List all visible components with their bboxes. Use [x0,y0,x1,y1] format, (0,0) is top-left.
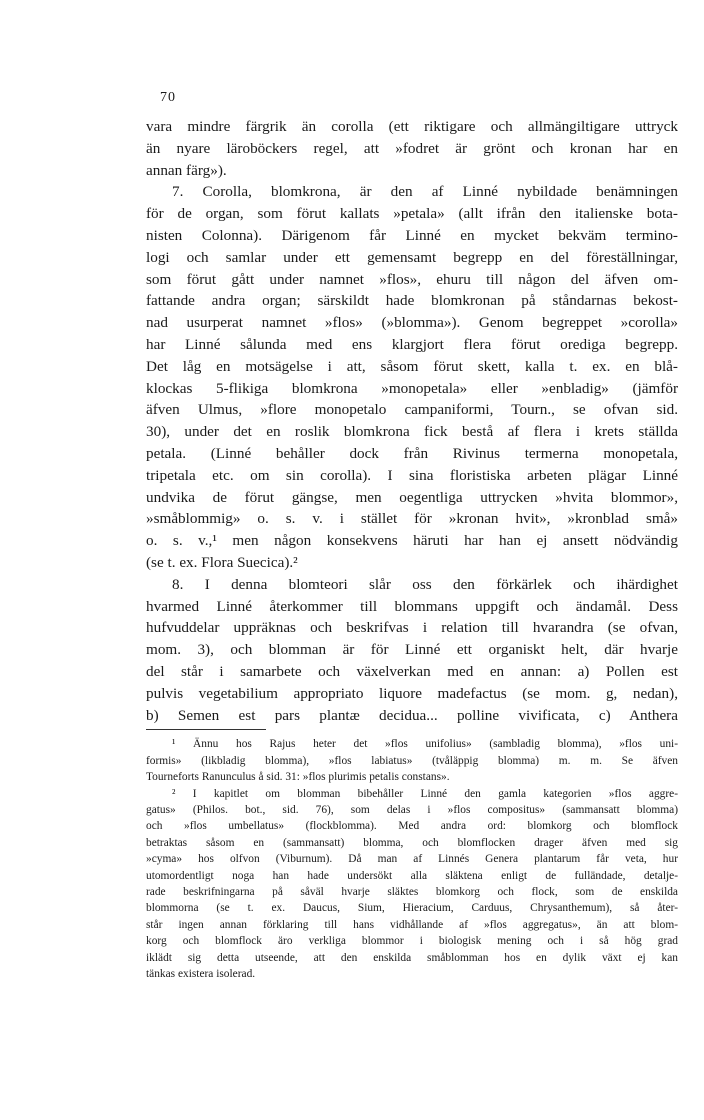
body-line: pulvis vegetabilium appropriato liquore madefactus (se mom. g, nedan), [146,684,678,702]
body-line: som förut gått under namnet »flos», ehuru till någon del äfven om- [146,270,678,288]
body-line: nisten Colonna). Därigenom får Linné en mycket bekväm termino- [146,226,678,244]
body-line: 30), under det en roslik blomkrona fick bestå af flera i krets ställda [146,423,678,441]
body-line: än nyare läroböckers regel, att »fodret är grönt och kronan har en [146,139,678,157]
footnote-line: står ingen annan förklaring till hans vidhållande af »flos aggregatus», än att blom- [146,918,678,931]
body-line: b) Semen est pars plantæ decidua... polline vivificata, c) Anthera [146,706,678,724]
footnote-line: korg och blomflock äro verkliga blommor i biologisk mening och i så hög grad [146,935,678,948]
body-line: vara mindre färgrik än corolla (ett riktigare och allmängiltigare uttryck [146,118,678,135]
body-line: (se t. ex. Flora Suecica).² [146,553,298,571]
text-column [146,116,678,982]
footnote-line: iklädt sig detta utseende, att den enskilda småblomman hos en dylik växt ej kan [146,951,678,964]
footnote-line: formis» (likbladig blomma), »flos labiatus» (tvåläppig blomma) m. m. Se äfven [146,754,678,767]
body-line: del står i samarbete och växelverkan med en annan: a) Pollen est [146,662,678,680]
footnote-rule [146,729,266,730]
footnote-line: ¹ Ännu hos Rajus heter det »flos unifolius» (sambladig blomma), »flos uni- [172,738,678,751]
footnote-line: blommorna (se t. ex. Daucus, Sium, Hieracium, Carduus, Chrysanthemum), så åter- [146,902,678,915]
footnote-line: rade beskrifningarna på såväl hvarje släktes blomkorg och flock, som de enskilda [146,885,678,898]
body-line: hvarmed Linné återkommer till blommans uppgift och ändamål. Dess [146,597,678,615]
page-number: 70 [160,90,176,105]
body-line: hufvuddelar uppräknas och beskrifvas i relation till hvarandra (se ofvan, [146,619,678,637]
body-line: »småblommig» o. s. v. i stället för »kronan hvit», »kronblad små» [146,510,678,528]
body-line: äfven Ulmus, »flore monopetalo campaniformi, Tourn., se ofvan sid. [146,401,678,419]
footnote-line: ² I kapitlet om blomman bibehåller Linné den gamla kategorien »flos aggre- [172,787,678,800]
footnote-line: Tourneforts Ranunculus å sid. 31: »flos plurimis petalis constans». [146,771,450,784]
body-line: Det låg en motsägelse i att, såsom förut skett, kalla t. ex. en blå- [146,357,678,375]
footnote-line: tänkas existera isolerad. [146,968,256,980]
body-line: annan färg»). [146,161,227,179]
body-text [146,116,678,726]
footnote-line: gatus» (Philos. bot., sid. 76), som delas i »flos compositus» (sammansatt blomma) [146,803,678,816]
body-line: har Linné sålunda med ens klargjort flera förut orediga begrepp. [146,335,678,353]
body-line: 7. Corolla, blomkrona, är den af Linné nybildade benämningen [172,183,678,201]
footnote-line: betraktas såsom en (sammansatt) blomma, och blomflocken drager äfven med sig [146,836,678,849]
body-line: petala. (Linné behåller dock från Rivinus termerna monopetala, [146,444,678,462]
footnote-line: och »flos umbellatus» (flockblomma). Med andra ord: blomkorg och blomflock [146,820,678,833]
body-line: o. s. v.,¹ men någon konsekvens häruti har han ej ansett nödvändig [146,532,678,550]
body-line: mom. 3), och blomman är för Linné ett organiskt helt, där hvarje [146,641,678,659]
footnote-line: »cyma» hos olfvon (Viburnum). Då man af Linnés Genera plantarum får veta, hur [146,853,678,866]
body-line: nad usurperat namnet »flos» (»blomma»). Genom begreppet »corolla» [146,314,678,332]
body-line: för de organ, som förut kallats »petala» (allt ifrån den italienske bota- [146,205,678,223]
body-line: tripetala etc. om sin corolla). I sina floristiska arbeten plägar Linné [146,466,678,484]
body-line: 8. I denna blomteori slår oss den förkärlek och ihärdighet [172,575,678,593]
body-line: klockas 5-flikiga blomkrona »monopetala» eller »enbladig» (jämför [146,379,678,397]
footnote-line: utomordentligt noga han hade undersökt alla släktena enligt de fulländade, detalje- [146,869,678,882]
body-line: undvika de förut gängse, men oegentliga uttrycken »hvita blommor», [146,488,678,506]
body-line: logi och samlar under ett gemensamt begrepp en del föreställningar, [146,248,678,266]
body-line: fattande andra organ; särskildt hade blomkronan på ståndarnas bekost- [146,292,678,310]
footnotes [146,736,678,982]
